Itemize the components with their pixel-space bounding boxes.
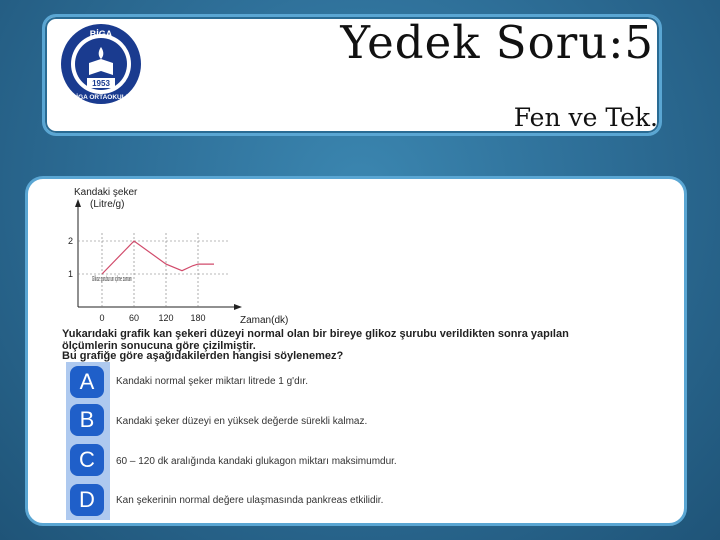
chart-xlabel: Zaman(dk) [240,315,289,325]
option-c-badge[interactable]: C [70,444,104,476]
x-tick-label: 180 [190,313,206,323]
y-tick-label: 1 [68,269,74,279]
x-tick-label: 60 [128,313,140,323]
y-axis-arrow-icon [75,199,81,207]
page-subtitle: Fen ve Tek. [513,103,658,132]
school-logo [60,23,142,105]
logo-bottom-text: BİGA ORTAOKULU [71,94,131,101]
chart-grid [78,233,230,307]
chart-annotation [92,276,132,283]
logo-year: 1953 [92,79,110,88]
x-axis-arrow-icon [234,304,242,310]
chart-ticks [68,236,206,323]
annotation-text: Glikoz şurubunun içilme zamanı [92,276,133,283]
y-tick-label: 2 [68,236,74,246]
x-tick-label: 120 [158,313,174,323]
option-a-badge[interactable]: A [70,366,104,398]
option-a-text[interactable]: Kandaki normal şeker miktarı litrede 1 g'dır. [116,376,308,387]
chart-ylabel: Kandaki şeker [74,187,138,198]
option-c-text[interactable]: 60 – 120 dk aralığında kandaki glukagon miktarı maksimumdur. [116,456,397,467]
page-title: Yedek Soru:5 [340,16,654,69]
question-prompt: Bu grafiğe göre aşağıdakilerden hangisi söylenemez? [62,350,344,362]
option-b-badge[interactable]: B [70,404,104,436]
chart-yunit: (Litre/g) [90,199,125,210]
blood-sugar-chart [60,183,300,325]
option-d-badge[interactable]: D [70,484,104,516]
series-line [102,241,214,274]
question-description: Yukarıdaki grafik kan şekeri düzeyi normal olan bir bireye glikoz şurubu verildikten sonra yapılan ölçümlerin sonucuna göre çizilmiştir. [62,328,569,352]
option-b-text[interactable]: Kandaki şeker düzeyi en yüksek değerde sürekli kalmaz. [116,416,368,427]
x-tick-label: 0 [99,313,105,323]
logo-top-text: BİGA [89,29,113,39]
option-d-text[interactable]: Kan şekerinin normal değere ulaşmasında pankreas etkilidir. [116,495,384,506]
